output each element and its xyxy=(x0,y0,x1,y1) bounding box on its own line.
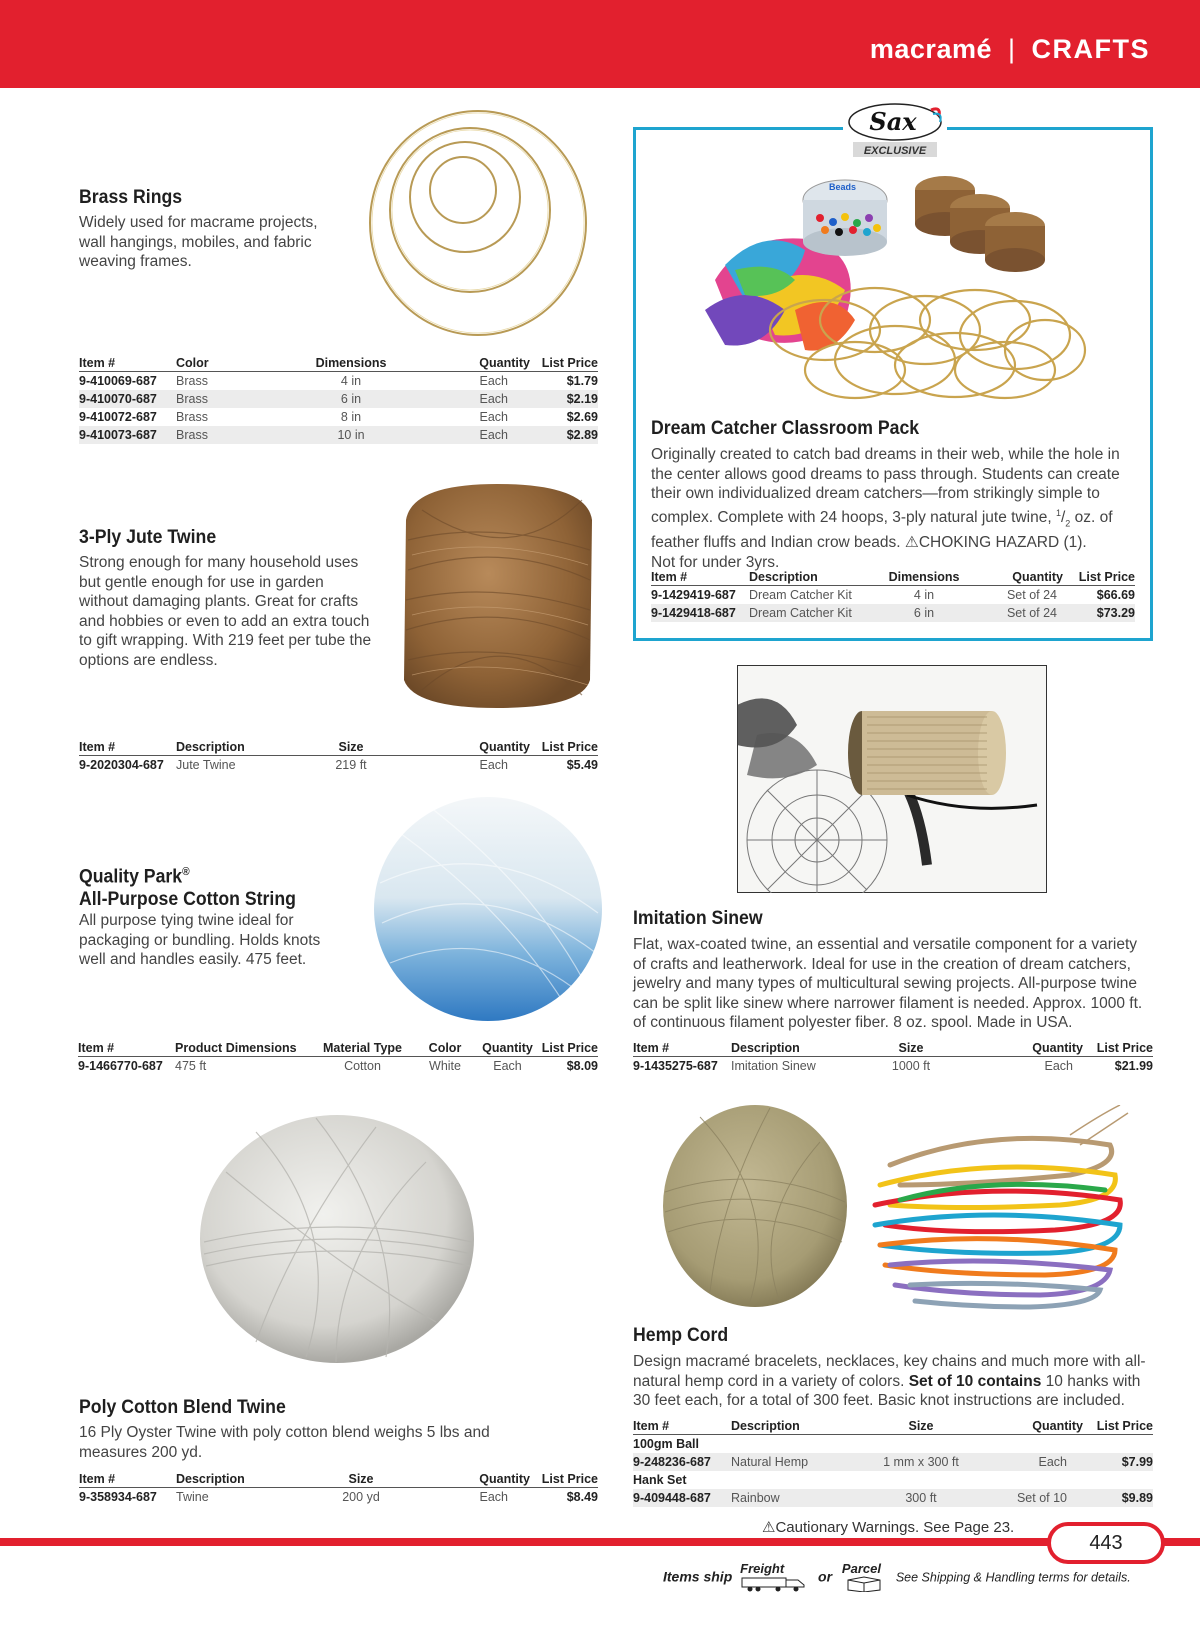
freight-icon: Freight xyxy=(740,1561,810,1595)
cotton-string-table xyxy=(78,1041,598,1075)
parcel-icon: Parcel xyxy=(842,1561,886,1595)
jute-twine-description: Strong enough for many household uses but gentle enough for use in garden without damaging plants. Great for crafts and hobbies or even to add an extra touch to gift wrapping. With 219 feet per tube the options are endless. xyxy=(79,554,372,669)
ring-8in xyxy=(390,128,550,292)
cotton-string-title: Quality Park® All-Purpose Cotton String xyxy=(79,866,296,911)
table-header-row: Item # Product Dimensions Material Type Color Quantity List Price xyxy=(78,1041,598,1055)
poly-twine-table xyxy=(79,1472,598,1506)
imitation-sinew-title: Imitation Sinew xyxy=(633,908,763,929)
poly-twine-image xyxy=(196,1112,478,1366)
warning-icon: ⚠ xyxy=(762,1519,776,1536)
brass-rings-image xyxy=(360,105,596,341)
jute-twine-title: 3-Ply Jute Twine xyxy=(79,527,217,548)
brass-rings-description: Widely used for macrame projects, wall hangings, mobiles, and fabric weaving frames. xyxy=(79,214,318,270)
table-row: 9-410069-687 Brass 4 in Each $1.79 xyxy=(79,373,598,388)
hemp-hank-set-image xyxy=(870,1105,1132,1310)
cautionary-warnings: ⚠Cautionary Warnings. See Page 23. xyxy=(762,1519,1015,1536)
table-group-row: 100gm Ball xyxy=(633,1436,700,1451)
table-row: 9-1466770-687 475 ft Cotton White Each $8.09 xyxy=(78,1058,598,1073)
jute-twine-image xyxy=(392,480,602,712)
truck-icon xyxy=(740,1576,810,1592)
box-icon xyxy=(842,1576,886,1592)
sax-logo-icon xyxy=(843,100,947,160)
warning-icon: ⚠ xyxy=(904,534,919,552)
header-title xyxy=(870,34,1150,65)
table-row: 9-1429419-687 Dream Catcher Kit 4 in Set of 24 $66.69 xyxy=(651,587,1135,602)
choking-hazard: CHOKING HAZARD (1). xyxy=(918,534,1087,552)
header-separator: | xyxy=(1007,34,1016,64)
table-header-row: Item # Description Size Quantity List Price xyxy=(79,1472,598,1486)
table-row: 9-2020304-687 Jute Twine 219 ft Each $5.49 xyxy=(79,757,598,772)
cotton-string-description: All purpose tying twine ideal for packaging or bundling. Holds knots well and handles easily. 475 feet. xyxy=(79,912,321,968)
hemp-cord-description: Design macramé bracelets, necklaces, key chains and much more with all-natural hemp cord in a variety of colors. Set of 10 contains 10 hanks with 30 feet each, for a total of 300 feet. Basic knot instructions are included. xyxy=(633,1353,1146,1409)
table-header-row: Item # Color Dimensions Quantity List Price xyxy=(79,356,598,370)
imitation-sinew-image xyxy=(737,665,1047,893)
sax-logo-text: Sax xyxy=(869,107,917,136)
ring-10in xyxy=(370,111,586,335)
brass-rings-table xyxy=(79,356,598,444)
poly-twine-title: Poly Cotton Blend Twine xyxy=(79,1397,286,1418)
ring-4in xyxy=(430,157,496,223)
hemp-ball-image xyxy=(660,1102,850,1310)
brass-rings-title: Brass Rings xyxy=(79,187,183,208)
hemp-cord-table xyxy=(633,1419,1153,1507)
cotton-string-image xyxy=(370,793,606,1025)
dream-catcher-title: Dream Catcher Classroom Pack xyxy=(651,418,920,439)
table-row: 9-1429418-687 Dream Catcher Kit 6 in Set of 24 $73.29 xyxy=(651,605,1135,620)
sax-exclusive-logo xyxy=(843,100,947,160)
table-header-row: Item # Description Size Quantity List Price xyxy=(633,1419,1153,1433)
table-row: 9-410073-687 Brass 10 in Each $2.89 xyxy=(79,427,598,442)
beads-label: Beads xyxy=(829,182,857,192)
imitation-sinew-description: Flat, wax-coated twine, an essential and versatile component for a variety of crafts and leatherwork. Ideal for use in the creation of dream catchers, jewelry and many types of multicultural sewing projects. All-purpose twine can be split like sinew where narrower filament is needed. Approx. 1000 ft. of continuous filament polyester fiber. 8 oz. spool. Made in USA. xyxy=(633,936,1143,1031)
dream-catcher-table xyxy=(651,570,1135,622)
imitation-sinew-table xyxy=(633,1041,1153,1075)
jute-twine-table xyxy=(79,740,598,774)
table-header-row: Item # Description Dimensions Quantity List Price xyxy=(651,570,1135,584)
table-row: 9-410072-687 Brass 8 in Each $2.69 xyxy=(79,409,598,424)
poly-twine-description: 16 Ply Oyster Twine with poly cotton blend weighs 5 lbs and measures 200 yd. xyxy=(79,1424,490,1461)
dream-catcher-description: Originally created to catch bad dreams in their web, while the hole in the center allows good dreams to pass through. Students can create their own individualized dream catchers—from strikingly simple to complex. Complete with 24 hoops, 3-ply natural jute twine, $^1/_2$ oz. of feather fluffs and Indian crow beads. ⚠CHOKING HAZARD (1). Not for under 3yrs. xyxy=(651,446,1120,571)
shipping-note: Items ship Freight or Parcel See Shipping & Handling terms for details. xyxy=(663,1561,1131,1595)
table-row: 9-410070-687 Brass 6 in Each $2.19 xyxy=(79,391,598,406)
table-header-row: Item # Description Size Quantity List Price xyxy=(633,1041,1153,1055)
footer-bar xyxy=(0,1538,1200,1546)
table-header-row: Item # Description Size Quantity List Price xyxy=(79,740,598,754)
jute-spools xyxy=(915,176,1045,272)
category-name: CRAFTS xyxy=(1031,34,1150,64)
table-row: 9-248236-687 Natural Hemp 1 mm x 300 ft Each $7.99 xyxy=(633,1454,1153,1469)
sinew-spool xyxy=(848,711,1006,795)
page-header xyxy=(0,0,1200,88)
exclusive-label: EXCLUSIVE xyxy=(863,145,927,157)
ring-6in xyxy=(410,142,520,252)
table-row: 9-1435275-687 Imitation Sinew 1000 ft Each $21.99 xyxy=(633,1058,1153,1073)
table-row: 9-409448-687 Rainbow 300 ft Set of 10 $9.89 xyxy=(633,1490,1153,1505)
page-number: 443 xyxy=(1047,1522,1165,1564)
table-row: 9-358934-687 Twine 200 yd Each $8.49 xyxy=(79,1489,598,1504)
hemp-cord-title: Hemp Cord xyxy=(633,1325,729,1346)
table-group-row: Hank Set xyxy=(633,1472,687,1487)
beads-tub xyxy=(803,180,887,256)
dream-catcher-kit-image xyxy=(705,170,1095,405)
section-name: macramé xyxy=(869,34,992,64)
